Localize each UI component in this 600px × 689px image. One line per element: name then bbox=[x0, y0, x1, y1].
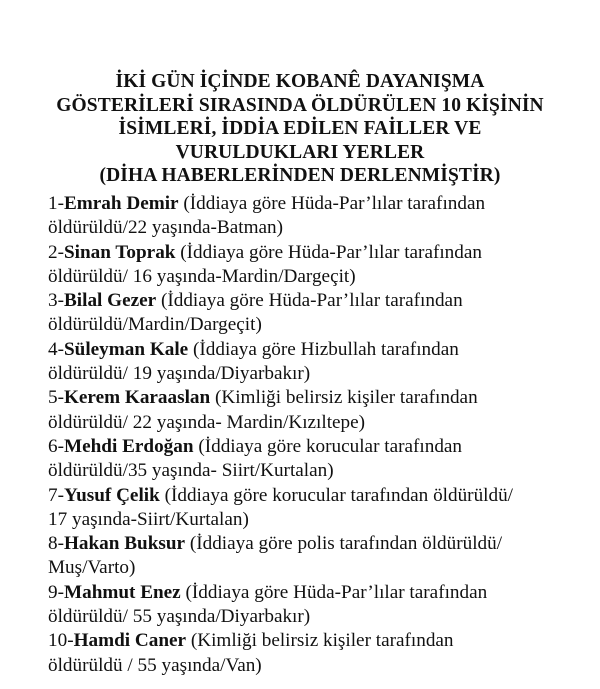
list-item bbox=[48, 192, 593, 241]
entry-detail: (İddiaya göre Hizbullah tarafından bbox=[188, 338, 459, 360]
entry-name: Mehdi Erdoğan bbox=[63, 435, 194, 457]
entry-detail: (İddiaya göre Hüda-Par’lılar tarafından bbox=[178, 193, 486, 214]
entry-name: Mahmut Enez bbox=[63, 581, 181, 603]
entry-detail-continued: öldürüldü / 55 yaşında/Van) bbox=[48, 654, 262, 676]
entry-number: 8- bbox=[48, 533, 64, 555]
entry-detail-continued: 17 yaşında-Siirt/Kurtalan) bbox=[48, 508, 249, 530]
entry-detail: (İddiaya göre korucular tarafından öldürüldü/ bbox=[159, 484, 514, 506]
entry-name: Kerem Karaaslan bbox=[63, 387, 211, 409]
entry-name: Bilal Gezer bbox=[63, 290, 157, 312]
entry-detail-continued: öldürüldü/Mardin/Dargeçit) bbox=[48, 314, 262, 336]
title-line: VURULDUKLARI YERLER bbox=[175, 141, 425, 163]
entry-name: Sinan Toprak bbox=[63, 241, 176, 263]
title-line: İSİMLERİ, İDDİA EDİLEN FAİLLER VE bbox=[118, 118, 482, 140]
entry-detail-continued: öldürüldü/ 55 yaşında/Diyarbakır) bbox=[48, 606, 311, 628]
list-item bbox=[48, 435, 593, 484]
title-line: İKİ GÜN İÇİNDE KOBANÊ DAYANIŞMA bbox=[115, 71, 485, 92]
victims-list bbox=[48, 192, 593, 678]
entry-name: Emrah Demir bbox=[63, 193, 179, 214]
entry-detail-continued: öldürüldü/ 22 yaşında- Mardin/Kızıltepe) bbox=[48, 411, 366, 433]
list-item bbox=[48, 629, 593, 678]
entry-number: 2- bbox=[48, 241, 64, 263]
entry-name: Süleyman Kale bbox=[63, 338, 189, 360]
entry-number: 3- bbox=[48, 290, 64, 312]
entry-detail: (İddiaya göre Hüda-Par’lılar tarafından bbox=[180, 581, 488, 603]
entry-detail-continued: öldürüldü/22 yaşında-Batman) bbox=[48, 217, 284, 239]
entry-detail-continued: öldürüldü/ 16 yaşında-Mardin/Dargeçit) bbox=[48, 265, 356, 287]
list-item bbox=[48, 581, 593, 630]
entry-number: 5- bbox=[48, 387, 64, 409]
entry-detail: (İddiaya göre korucular tarafından bbox=[193, 435, 463, 457]
entry-number: 7- bbox=[48, 484, 64, 506]
entry-detail-continued: öldürüldü/35 yaşında- Siirt/Kurtalan) bbox=[48, 460, 334, 482]
entry-detail: (İddiaya göre Hüda-Par’lılar tarafından bbox=[156, 290, 463, 312]
list-item bbox=[48, 289, 593, 338]
entry-number: 6- bbox=[48, 435, 64, 457]
entry-name: Yusuf Çelik bbox=[63, 484, 160, 506]
entry-detail: (İddiaya göre Hüda-Par’lılar tarafından bbox=[175, 241, 482, 263]
document-title bbox=[0, 70, 600, 188]
entry-name: Hakan Buksur bbox=[63, 533, 186, 555]
entry-detail: (Kimliği belirsiz kişiler tarafından bbox=[210, 387, 478, 409]
entry-number: 4- bbox=[48, 338, 64, 360]
title-line: GÖSTERİLERİ SIRASINDA ÖLDÜRÜLEN 10 KİŞİNİN bbox=[56, 94, 544, 116]
entry-detail-continued: Muş/Varto) bbox=[48, 557, 136, 579]
entry-name: Hamdi Caner bbox=[73, 630, 187, 652]
entry-detail: (Kimliği belirsiz kişiler tarafından bbox=[186, 630, 454, 652]
list-item bbox=[48, 386, 593, 435]
entry-number: 1- bbox=[48, 193, 64, 214]
list-item bbox=[48, 338, 593, 387]
entry-detail-continued: öldürüldü/ 19 yaşında/Diyarbakır) bbox=[48, 363, 311, 385]
entry-number: 10- bbox=[48, 630, 74, 652]
list-item bbox=[48, 484, 593, 533]
entry-number: 9- bbox=[48, 581, 64, 603]
entry-detail: (İddiaya göre polis tarafından öldürüldü/ bbox=[185, 533, 503, 555]
title-line: (DİHA HABERLERİNDEN DERLENMİŞTİR) bbox=[99, 165, 501, 187]
list-item bbox=[48, 241, 593, 290]
list-item bbox=[48, 532, 593, 581]
